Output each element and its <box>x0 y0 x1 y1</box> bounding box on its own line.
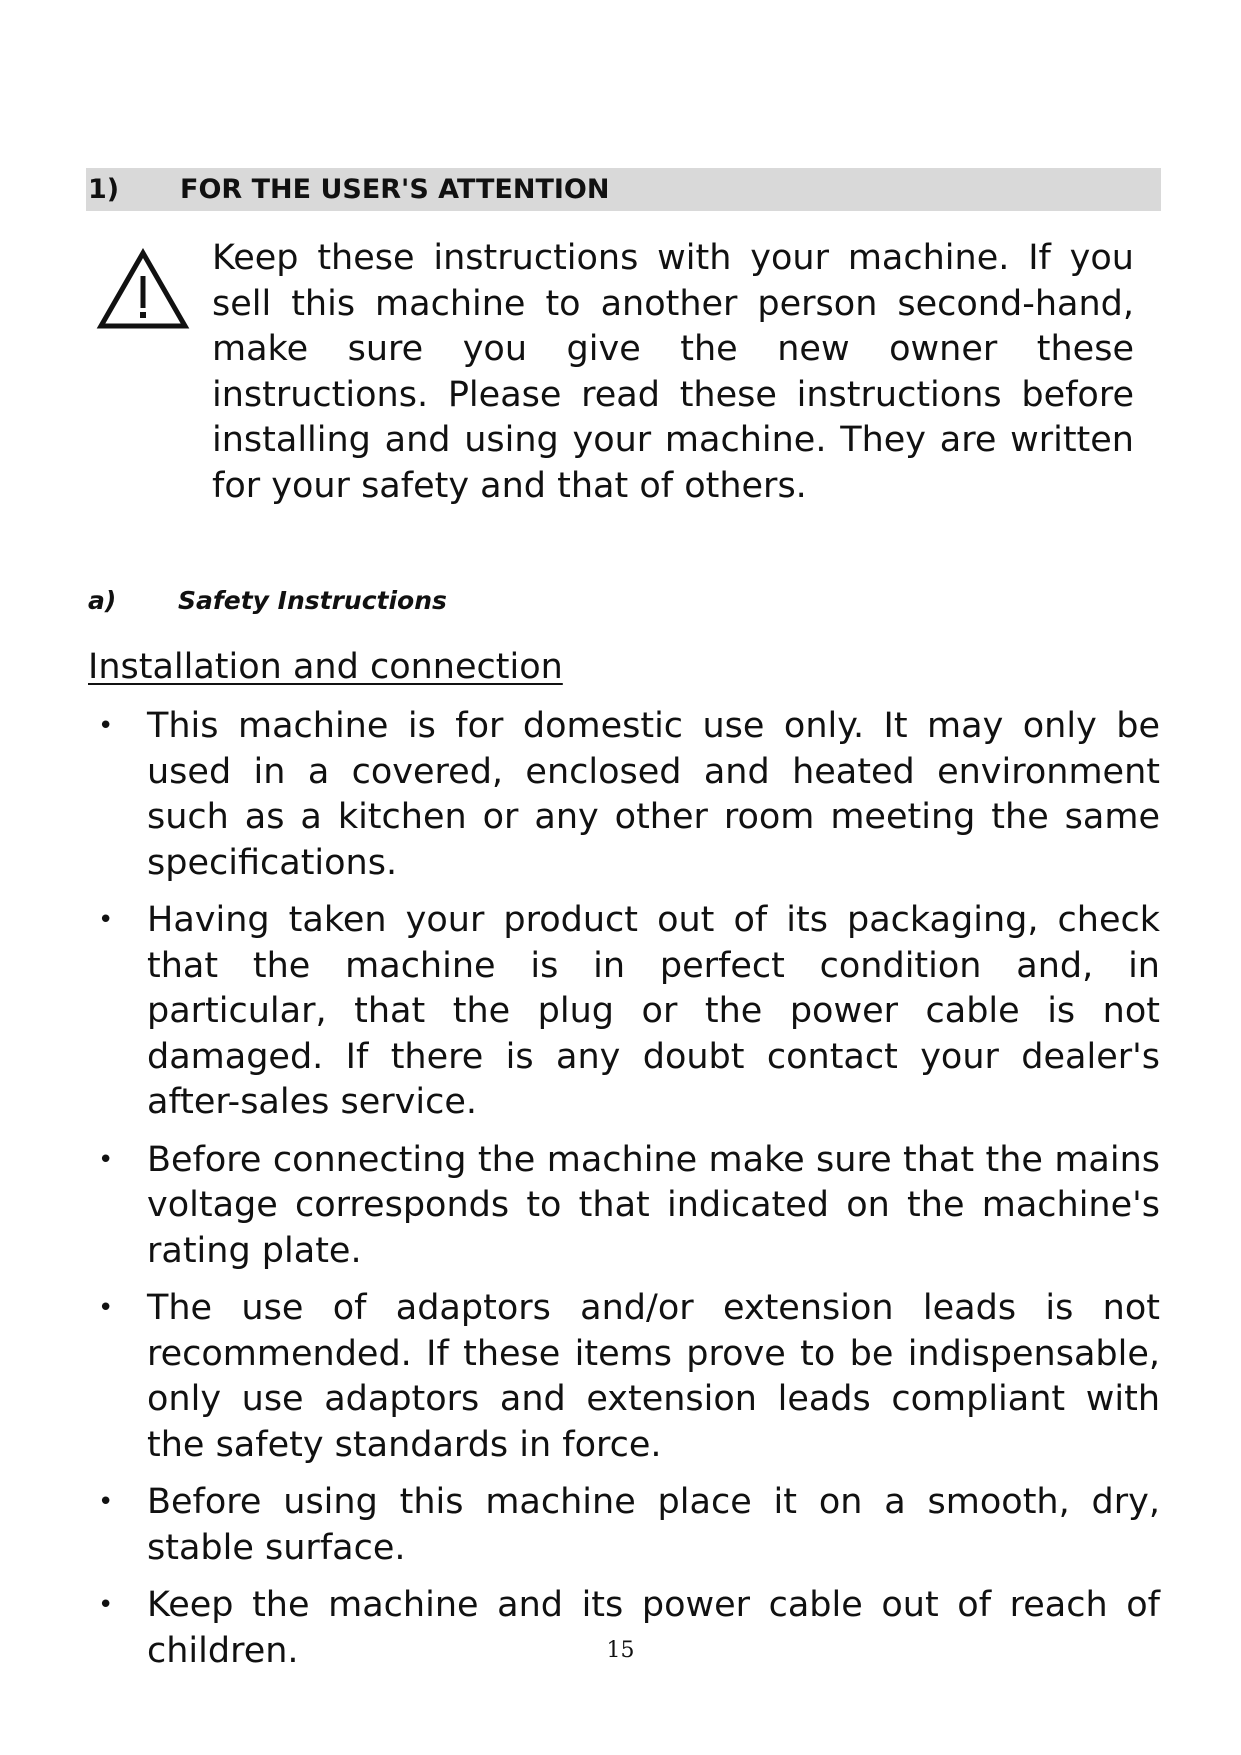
section-header <box>86 168 1161 211</box>
section-number: 1) <box>88 174 120 205</box>
bullet-dot-icon: • <box>98 905 114 935</box>
warning-text: Keep these instructions with your machine. If you sell this machine to another person second-hand, make sure you give the new owner these instructions. Please read these instructions before installing and using your machine. They are written for your safety and that of others. <box>212 238 1134 506</box>
bullet-dot-icon: • <box>98 711 114 741</box>
subsection-title: Safety Instructions <box>178 586 447 615</box>
bullet-dot-icon: • <box>98 1487 114 1517</box>
list-item: • Keep the machine and its power cable out of reach of children. <box>98 1585 1160 1671</box>
bullet-dot-icon: • <box>98 1293 114 1323</box>
list-item: • Having taken your product out of its packaging, check that the machine is in perfect condition and, in particular, that the plug or the power cable is not damaged. If there is any doubt contact your dealer's after-sales service. <box>98 900 1160 1122</box>
bullet-dot-icon: • <box>98 1590 114 1620</box>
subsection-header <box>88 586 447 615</box>
subsection-letter: a) <box>88 586 117 615</box>
list-item: • Before connecting the machine make sure that the mains voltage corresponds to that indicated on the machine's rating plate. <box>98 1139 1160 1271</box>
list-item: • Before using this machine place it on a smooth, dry, stable surface. <box>98 1482 1160 1568</box>
bullet-dot-icon: • <box>98 1144 114 1175</box>
warning-triangle-icon <box>96 248 190 332</box>
safety-list <box>88 704 1160 1686</box>
list-item: • The use of adaptors and/or extension leads is not recommended. If these items prove to be indispensable, only use adaptors and extension leads compliant with the safety standards in force. <box>98 1288 1160 1465</box>
page-number: 15 <box>606 1638 635 1663</box>
installation-heading: Installation and connection <box>88 647 563 687</box>
section-title: FOR THE USER'S ATTENTION <box>180 174 610 205</box>
list-item: • This machine is for domestic use only. It may only be used in a covered, enclosed and heated environment such as a kitchen or any other room meeting the same specifications. <box>98 706 1160 883</box>
